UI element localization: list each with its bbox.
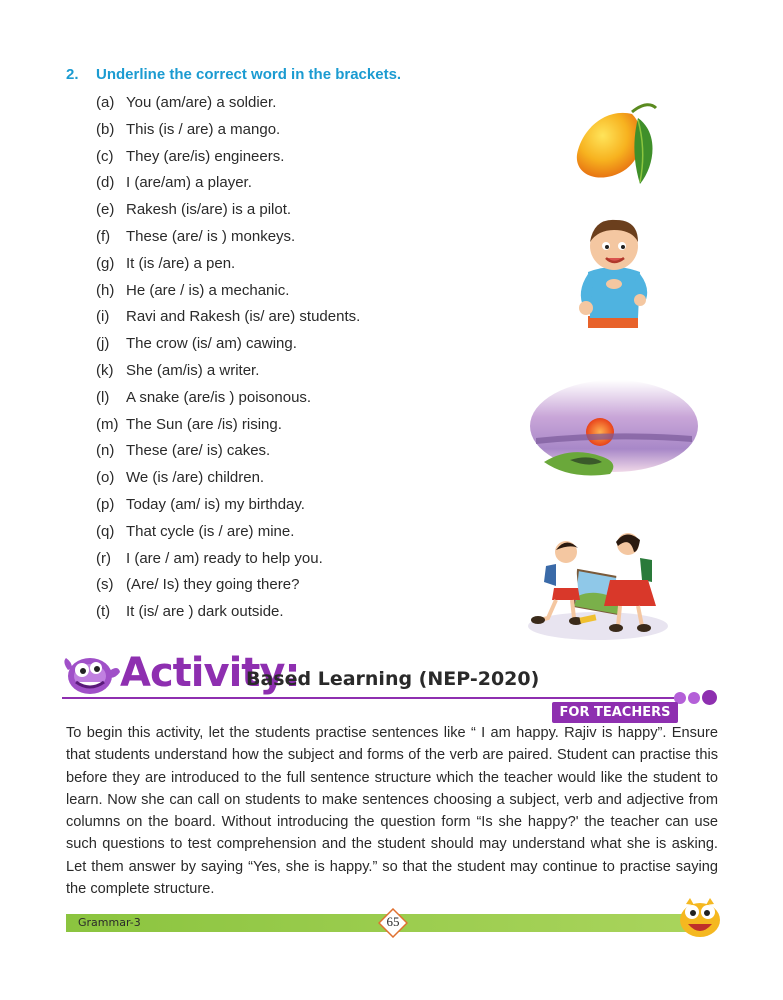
- list-item: (c) They (are/is) engineers.: [96, 147, 285, 165]
- list-item: (f) These (are/ is ) monkeys.: [96, 227, 296, 245]
- activity-paragraph: To begin this activity, let the students practise sentences like “ I am happy. Rajiv is happy”. Ensure that students understand how the subject and forms of the verb are paired. Student can practise this before they are introduced to the full sentence structure which the teacher would like the student to learn. Now she can call on students to make sentences choosing a subject, verb and adjective from columns on the board. Without introducing the question form “Is she happy?' the teacher can use such questions to test comprehension and the student should may understand what she is asking. Let them answer by saying “Yes, she is happy.” so that the student may continue to practise saying the complete structure.: [66, 725, 718, 898]
- activity-title: Activity:: [120, 650, 300, 696]
- activity-divider: [62, 697, 674, 699]
- book-title: Grammar-3: [78, 916, 141, 929]
- for-teachers-badge: FOR TEACHERS: [552, 702, 678, 723]
- list-item: (r) I (are / am) ready to help you.: [96, 549, 323, 567]
- boy-illustration: [574, 212, 654, 330]
- monster-icon: [62, 650, 122, 703]
- list-item: (s) (Are/ Is) they going there?: [96, 576, 300, 594]
- dots-decoration: [674, 689, 719, 707]
- list-item: (p) Today (am/ is) my birthday.: [96, 495, 305, 513]
- list-item: (d) I (are/am) a player.: [96, 174, 252, 192]
- list-item: (l) A snake (are/is ) poisonous.: [96, 388, 312, 406]
- activity-subtitle: Based Learning (NEP-2020): [246, 668, 540, 690]
- list-item: (i) Ravi and Rakesh (is/ are) students.: [96, 308, 361, 326]
- list-item: (q) That cycle (is / are) mine.: [96, 522, 295, 540]
- list-item: (o) We (is /are) children.: [96, 469, 265, 487]
- mango-illustration: [572, 98, 664, 190]
- exercise-list: [96, 93, 360, 629]
- list-item: (g) It (is /are) a pen.: [96, 254, 236, 272]
- list-item: (m) The Sun (are /is) rising.: [96, 415, 282, 433]
- children-illustration: [526, 522, 668, 642]
- list-item: (h) He (are / is) a mechanic.: [96, 281, 290, 299]
- question-number: 2.: [66, 66, 79, 83]
- list-item: (e) Rakesh (is/are) is a pilot.: [96, 201, 292, 219]
- page-number: 65: [386, 914, 400, 929]
- list-item: (j) The crow (is/ am) cawing.: [96, 335, 297, 353]
- list-item: (n) These (are/ is) cakes.: [96, 442, 271, 460]
- list-item: (t) It (is/ are ) dark outside.: [96, 603, 284, 621]
- question-title: [66, 66, 401, 83]
- list-item: (b) This (is / are) a mango.: [96, 120, 281, 138]
- list-item: (a) You (am/are) a soldier.: [96, 94, 277, 111]
- activity-header: [62, 648, 722, 700]
- mascot-icon: [676, 896, 724, 945]
- sunrise-illustration: [530, 376, 698, 480]
- list-item: (k) She (am/is) a writer.: [96, 361, 260, 379]
- question-text: Underline the correct word in the brackets.: [96, 66, 402, 83]
